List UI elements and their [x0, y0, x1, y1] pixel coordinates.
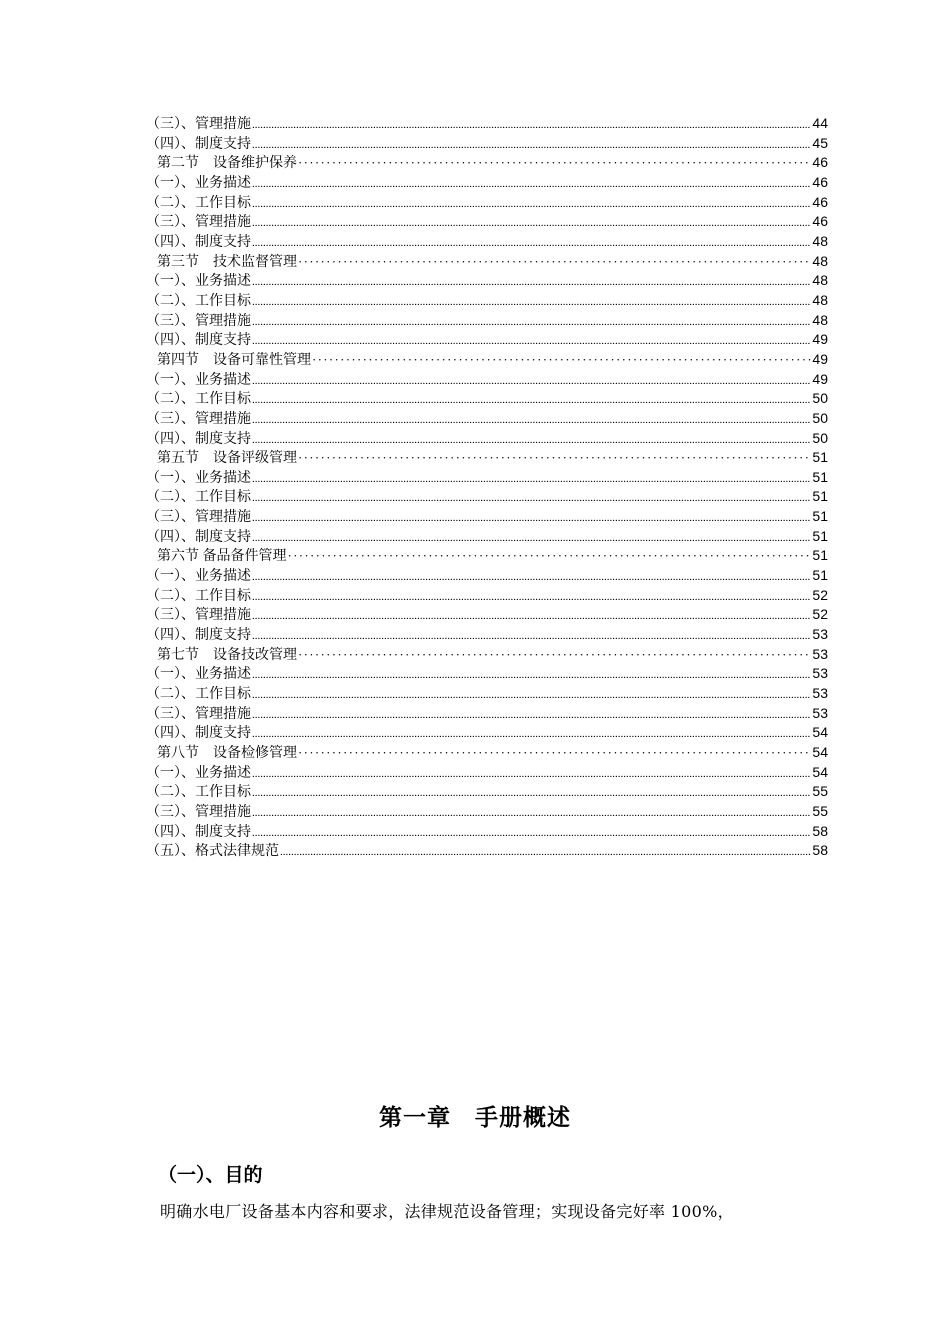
toc-entry-page: 49: [812, 331, 828, 348]
toc-entry[interactable]: [146, 311, 828, 331]
toc-entry[interactable]: [146, 605, 828, 625]
toc-entry-page: 51: [812, 567, 828, 584]
toc-entry-page: 51: [812, 449, 828, 466]
toc-leader-dots: [252, 764, 811, 784]
toc-entry[interactable]: [146, 763, 828, 783]
toc-leader-dots: [252, 685, 811, 705]
toc-entry-page: 49: [812, 350, 828, 367]
toc-entry[interactable]: [146, 546, 828, 566]
toc-entry[interactable]: [146, 841, 828, 861]
toc-entry-title: （一）、业务描述: [146, 470, 251, 486]
chapter-title: 第一章 手册概述: [379, 1105, 571, 1131]
toc-entry-title: （三）、管理措施: [146, 608, 251, 624]
toc-entry[interactable]: [146, 822, 828, 842]
toc-entry-title: （一）、业务描述: [146, 274, 251, 290]
toc-entry-page: 54: [812, 763, 828, 780]
toc-entry-page: 50: [812, 409, 828, 426]
toc-entry-title: （四）、制度支持: [146, 333, 251, 349]
toc-entry-page: 51: [812, 547, 828, 564]
toc-entry[interactable]: [146, 370, 828, 390]
toc-entry-page: 52: [812, 606, 828, 623]
toc-entry[interactable]: [146, 625, 828, 645]
toc-entry-title: （二）、工作目标: [146, 195, 251, 211]
toc-entry-page: 46: [812, 213, 828, 230]
toc-entry[interactable]: [146, 153, 828, 173]
toc-leader-dots: [252, 724, 811, 744]
toc-entry[interactable]: [146, 586, 828, 606]
toc-entry[interactable]: [146, 802, 828, 822]
table-of-contents: [146, 114, 828, 861]
toc-entry[interactable]: [146, 193, 828, 213]
toc-entry[interactable]: [146, 173, 828, 193]
toc-leader-dots: [252, 665, 811, 685]
toc-entry-title: （五）、格式法律规范: [146, 844, 279, 860]
toc-leader-dots: [298, 645, 811, 665]
toc-entry-title: （四）、制度支持: [146, 824, 251, 840]
toc-entry-title: （二）、工作目标: [146, 785, 251, 801]
toc-leader-dots: [252, 371, 811, 391]
toc-entry-page: 48: [812, 311, 828, 328]
toc-entry-page: 51: [812, 468, 828, 485]
toc-entry-page: 46: [812, 154, 828, 171]
toc-entry[interactable]: [146, 429, 828, 449]
toc-leader-dots: [298, 743, 811, 763]
toc-leader-dots: [252, 331, 811, 351]
toc-entry-page: 50: [812, 429, 828, 446]
toc-entry-page: 53: [812, 704, 828, 721]
toc-entry-title: （二）、工作目标: [146, 392, 251, 408]
toc-leader-dots: [252, 174, 811, 194]
toc-entry-page: 58: [812, 842, 828, 859]
toc-entry[interactable]: [146, 134, 828, 154]
toc-entry[interactable]: [146, 723, 828, 743]
toc-entry[interactable]: [146, 232, 828, 252]
toc-entry[interactable]: [146, 527, 828, 547]
toc-entry[interactable]: [146, 350, 828, 370]
toc-entry-title: （三）、管理措施: [146, 804, 251, 820]
toc-leader-dots: [252, 194, 811, 214]
toc-leader-dots: [252, 312, 811, 332]
toc-leader-dots: [298, 153, 811, 173]
toc-leader-dots: [252, 390, 811, 410]
toc-entry-title: （二）、工作目标: [146, 588, 251, 604]
toc-entry-page: 53: [812, 685, 828, 702]
toc-entry-title: （一）、业务描述: [146, 175, 251, 191]
toc-leader-dots: [252, 292, 811, 312]
toc-entry-title: 第五节 设备评级管理: [157, 451, 297, 467]
toc-entry-page: 51: [812, 488, 828, 505]
toc-entry-title: 第四节 设备可靠性管理: [157, 352, 311, 368]
body-paragraph: 明确水电厂设备基本内容和要求，法律规范设备管理；实现设备完好率 100%，: [160, 1202, 734, 1221]
toc-entry[interactable]: [146, 782, 828, 802]
toc-leader-dots: [252, 587, 811, 607]
toc-leader-dots: [252, 626, 811, 646]
toc-leader-dots: [252, 115, 811, 135]
toc-entry-title: （四）、制度支持: [146, 136, 251, 152]
toc-entry[interactable]: [146, 664, 828, 684]
toc-entry[interactable]: [146, 507, 828, 527]
toc-leader-dots: [252, 410, 811, 430]
toc-entry-page: 49: [812, 370, 828, 387]
toc-entry-title: （二）、工作目标: [146, 293, 251, 309]
toc-entry-title: （三）、管理措施: [146, 706, 251, 722]
toc-entry-title: （四）、制度支持: [146, 431, 251, 447]
toc-entry-page: 48: [812, 272, 828, 289]
toc-entry-title: （二）、工作目标: [146, 687, 251, 703]
toc-leader-dots: [252, 272, 811, 292]
toc-entry[interactable]: [146, 684, 828, 704]
toc-entry[interactable]: [146, 468, 828, 488]
toc-entry-title: 第六节 备品备件管理: [157, 549, 287, 565]
toc-entry[interactable]: [146, 566, 828, 586]
toc-leader-dots: [298, 252, 811, 272]
toc-leader-dots: [252, 213, 811, 233]
toc-leader-dots: [252, 233, 811, 253]
toc-entry-title: （三）、管理措施: [146, 411, 251, 427]
toc-entry[interactable]: [146, 291, 828, 311]
toc-leader-dots: [252, 135, 811, 155]
toc-leader-dots: [252, 606, 811, 626]
toc-entry-page: 52: [812, 586, 828, 603]
toc-entry[interactable]: [146, 252, 828, 272]
toc-leader-dots: [312, 350, 811, 370]
toc-leader-dots: [252, 488, 811, 508]
toc-leader-dots: [252, 567, 811, 587]
toc-leader-dots: [252, 469, 811, 489]
toc-leader-dots: [252, 528, 811, 548]
toc-entry-title: （一）、业务描述: [146, 667, 251, 683]
toc-entry-title: 第三节 技术监督管理: [157, 254, 297, 270]
toc-entry-page: 53: [812, 665, 828, 682]
toc-entry[interactable]: [146, 743, 828, 763]
toc-entry[interactable]: [146, 487, 828, 507]
toc-leader-dots: [288, 546, 812, 566]
toc-entry-title: 第七节 设备技改管理: [157, 647, 297, 663]
toc-entry-title: （三）、管理措施: [146, 313, 251, 329]
toc-entry-page: 50: [812, 390, 828, 407]
toc-leader-dots: [252, 705, 811, 725]
toc-entry-title: （一）、业务描述: [146, 372, 251, 388]
toc-entry-title: （三）、管理措施: [146, 117, 251, 132]
toc-entry-title: （四）、制度支持: [146, 726, 251, 742]
toc-entry-title: 第二节 设备维护保养: [157, 156, 297, 172]
toc-entry[interactable]: [146, 212, 828, 232]
toc-entry-title: （一）、业务描述: [146, 765, 251, 781]
toc-leader-dots: [252, 508, 811, 528]
toc-entry-page: 55: [812, 783, 828, 800]
toc-entry-page: 45: [812, 134, 828, 151]
toc-entry-page: 53: [812, 626, 828, 643]
toc-entry-page: 58: [812, 822, 828, 839]
toc-entry-title: （一）、业务描述: [146, 569, 251, 585]
toc-entry-title: （二）、工作目标: [146, 490, 251, 506]
toc-entry-title: （四）、制度支持: [146, 529, 251, 545]
toc-leader-dots: [252, 430, 811, 450]
toc-entry[interactable]: [146, 409, 828, 429]
toc-entry-page: 51: [812, 508, 828, 525]
toc-entry-page: 55: [812, 802, 828, 819]
toc-entry-title: （三）、管理措施: [146, 215, 251, 231]
toc-entry-title: （四）、制度支持: [146, 234, 251, 250]
toc-leader-dots: [298, 448, 811, 468]
toc-entry[interactable]: [146, 330, 828, 350]
toc-leader-dots: [252, 803, 811, 823]
toc-entry-page: 46: [812, 193, 828, 210]
toc-entry[interactable]: [146, 389, 828, 409]
toc-entry-page: 46: [812, 173, 828, 190]
toc-entry[interactable]: [146, 271, 828, 291]
toc-leader-dots: [280, 842, 811, 862]
toc-entry-title: （四）、制度支持: [146, 628, 251, 644]
toc-entry-page: 48: [812, 232, 828, 249]
toc-entry-page: 44: [812, 115, 828, 131]
toc-leader-dots: [252, 783, 811, 803]
toc-entry[interactable]: [146, 448, 828, 468]
toc-entry-title: （三）、管理措施: [146, 510, 251, 526]
toc-entry-page: 53: [812, 645, 828, 662]
toc-entry-title: 第八节 设备检修管理: [157, 746, 297, 761]
toc-entry-page: 54: [812, 724, 828, 741]
toc-leader-dots: [252, 823, 811, 843]
toc-entry[interactable]: [146, 704, 828, 724]
toc-entry[interactable]: [146, 114, 828, 134]
section-heading: （一）、目的: [158, 1164, 263, 1186]
toc-entry-page: 48: [812, 291, 828, 308]
toc-entry-page: 54: [812, 744, 828, 760]
toc-entry-page: 48: [812, 252, 828, 269]
toc-entry-page: 51: [812, 527, 828, 544]
toc-entry[interactable]: [146, 645, 828, 665]
